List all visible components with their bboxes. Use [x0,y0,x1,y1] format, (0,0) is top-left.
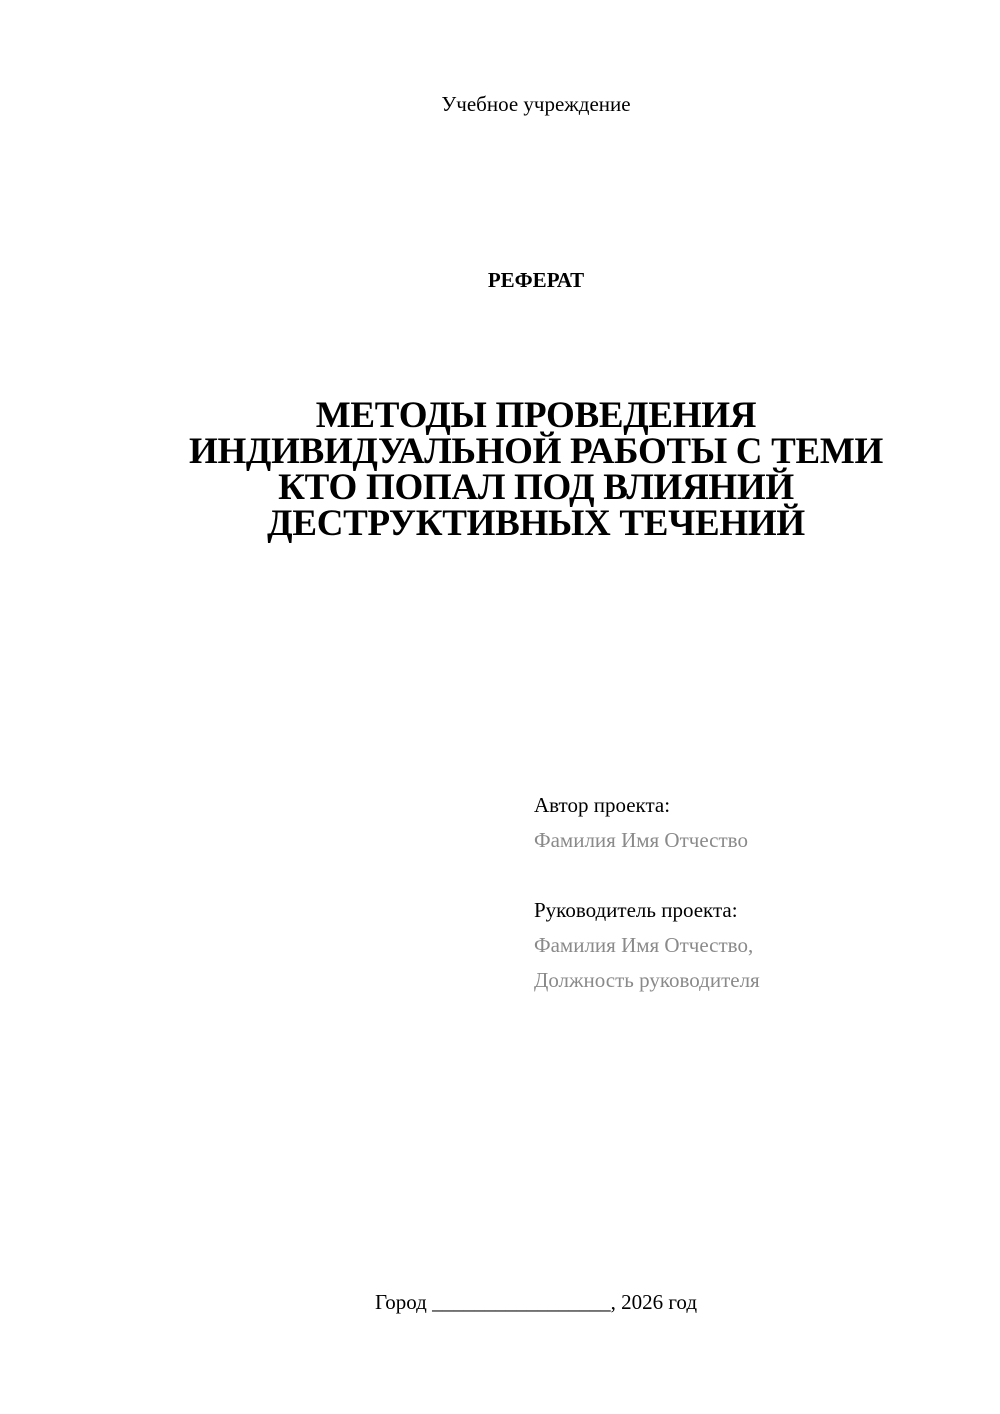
supervisor-position: Должность руководителя [534,968,760,992]
authors-block [534,788,974,998]
document-title-line: ИНДИВИДУАЛЬНОЙ РАБОТЫ С ТЕМИ [188,431,884,472]
author-name: Фамилия Имя Отчество [534,828,748,852]
document-type: РЕФЕРАТ [487,268,585,292]
spacer [534,858,974,893]
document-title-line: МЕТОДЫ ПРОВЕДЕНИЯ [315,395,757,436]
document-title [120,395,952,544]
document-title-line: КТО ПОПАЛ ПОД ВЛИЯНИЙ [278,467,794,508]
author-label: Автор проекта: [534,793,671,817]
city-year-line: Город _________________, 2026 год [374,1290,698,1314]
institution-name: Учебное учреждение [441,92,631,116]
supervisor-label: Руководитель проекта: [534,898,738,922]
document-title-line: ДЕСТРУКТИВНЫХ ТЕЧЕНИЙ [267,503,805,544]
supervisor-name: Фамилия Имя Отчество, [534,933,754,957]
